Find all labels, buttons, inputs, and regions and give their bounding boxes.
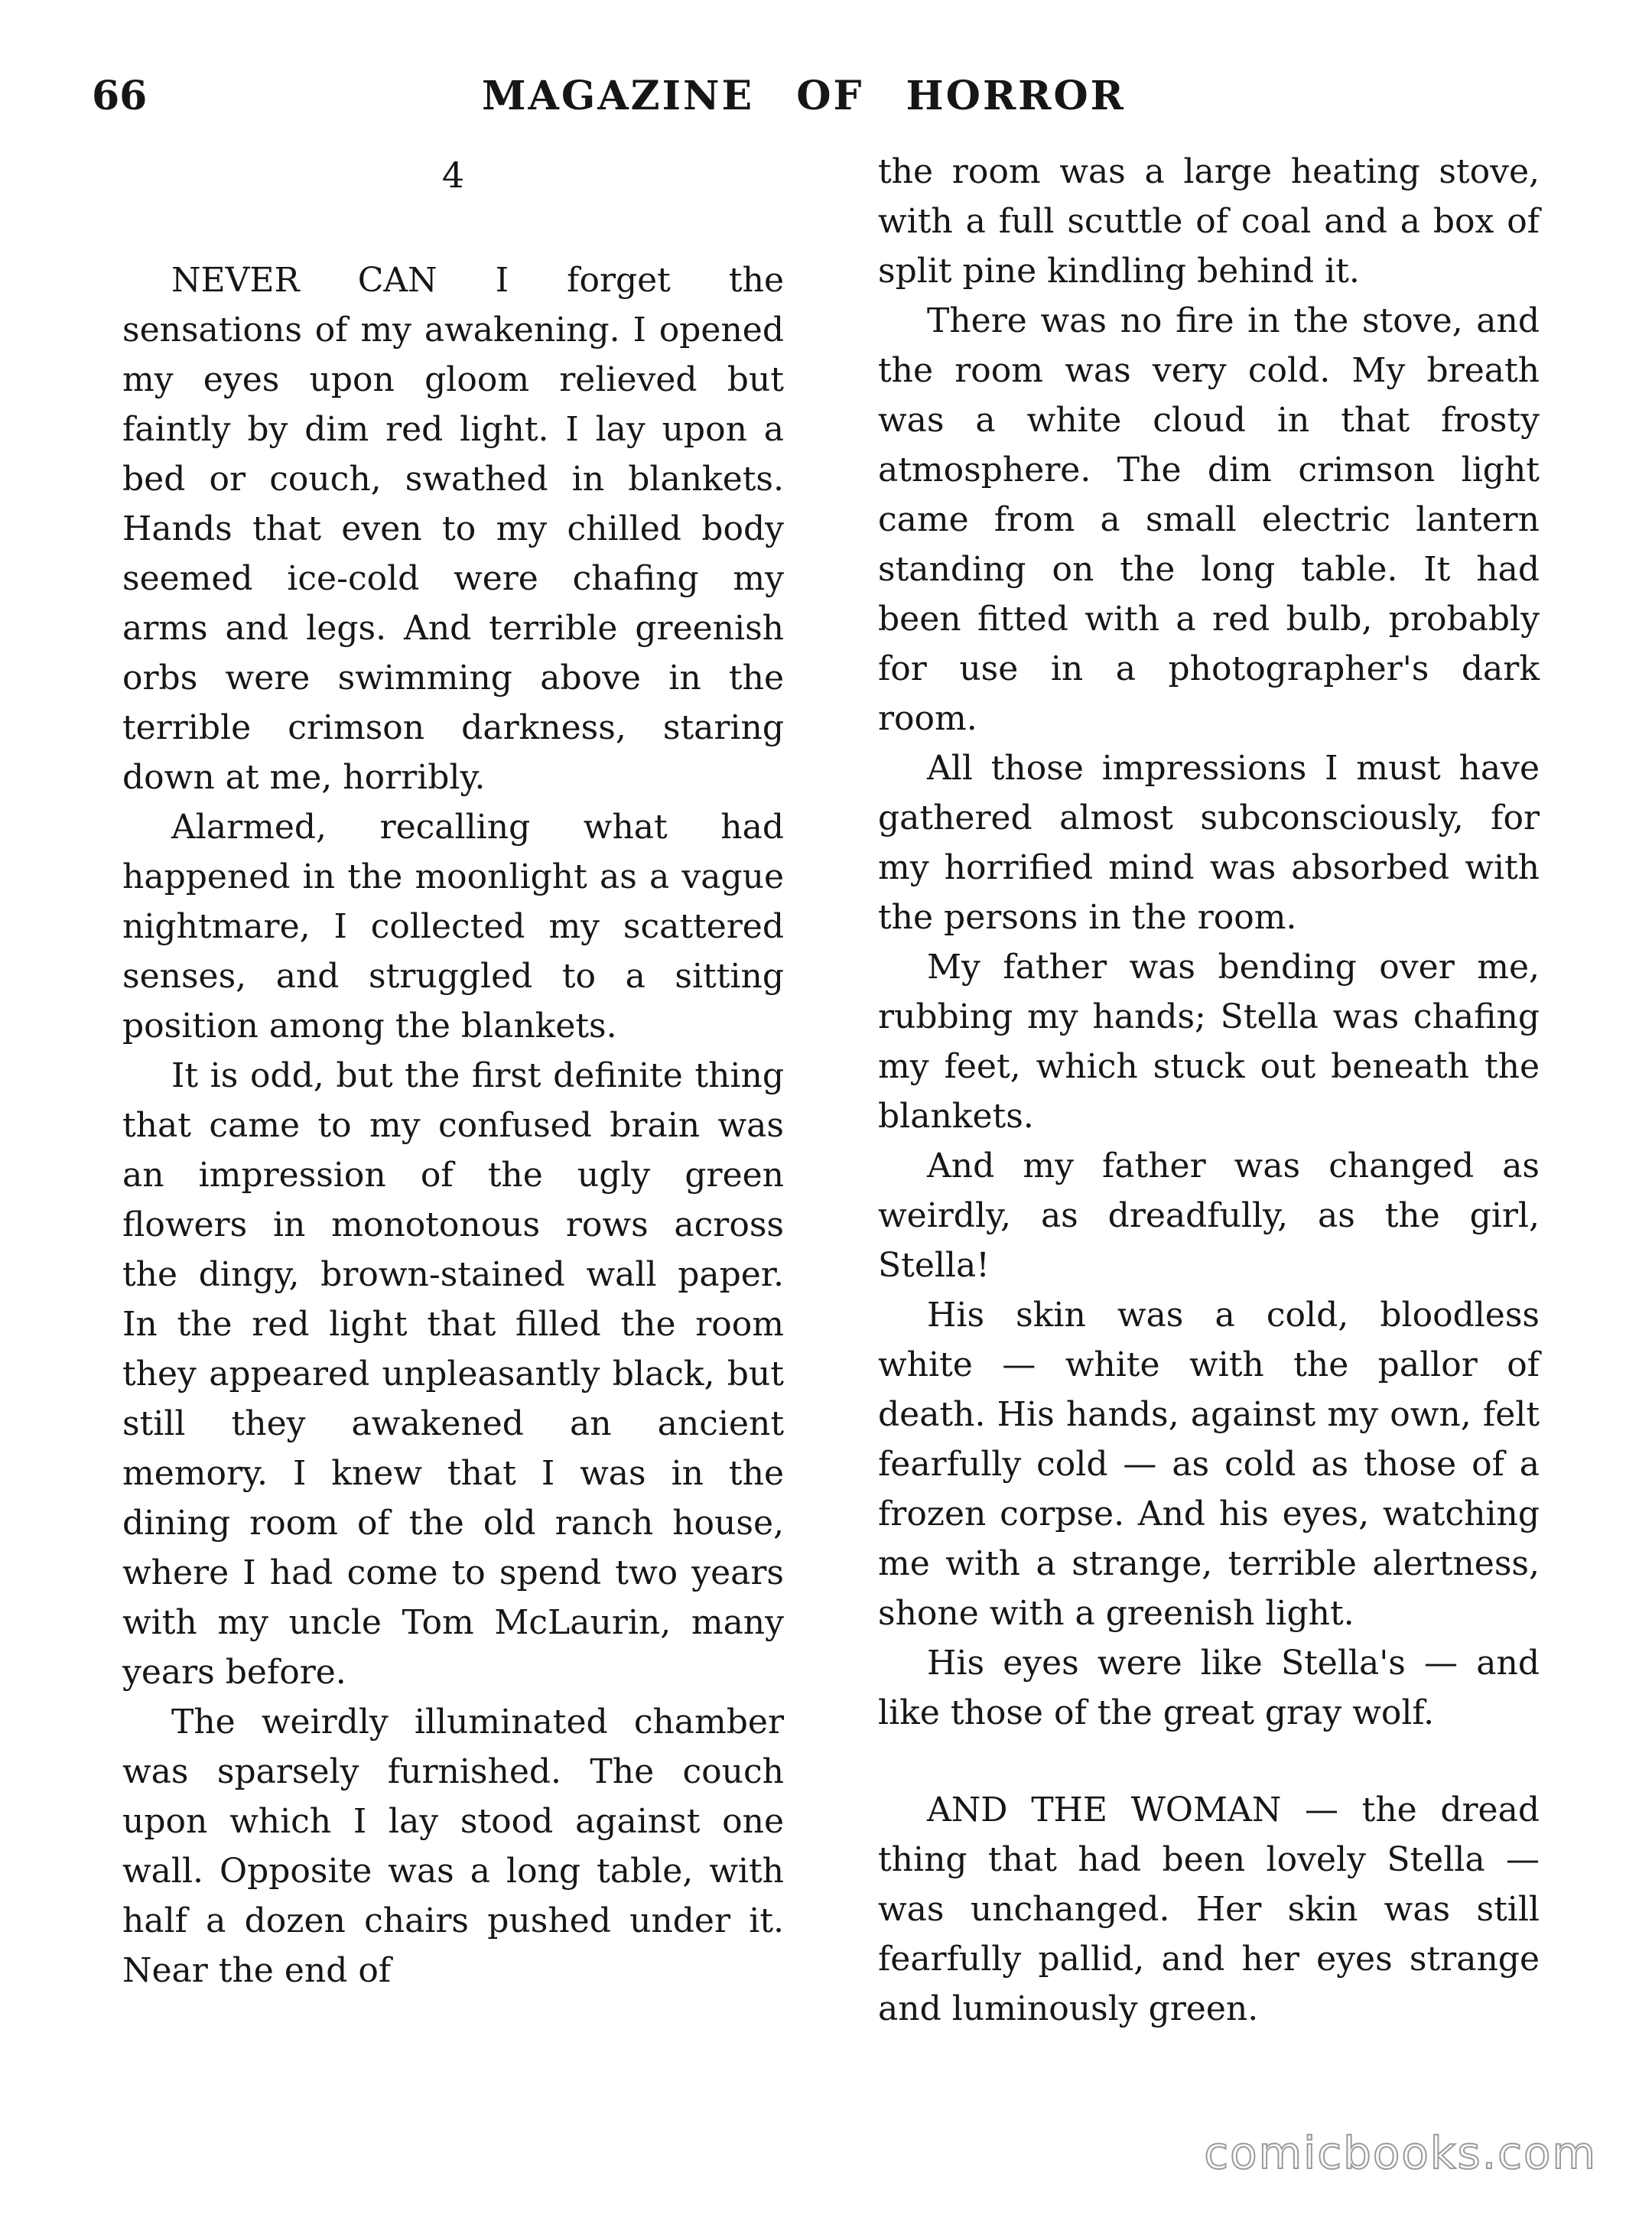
running-head: MAGAZINE OF HORROR (482, 73, 1126, 119)
paragraph: Alarmed, recalling what had happened in the moonlight as a vague nightmare, I collected my scattered senses, and struggled to a sitting position among the blankets. (122, 808, 784, 1046)
page-number: 66 (92, 73, 148, 119)
page-header (92, 73, 1560, 127)
paragraph: All those impressions I must have gathered almost subconsciously, for my horrified mind was absorbed with the persons in the room. (878, 749, 1540, 937)
paragraph: My father was bending over me, rubbing my hands; Stella was chafing my feet, which stuck out beneath the blankets. (878, 948, 1540, 1136)
section-number: 4 (441, 154, 465, 196)
paragraph: His eyes were like Stella's — and like those of the great gray wolf. (878, 1644, 1540, 1732)
paragraph-section-break: AND THE WOMAN — the dread thing that had been lovely Stella — was unchanged. Her skin was still fearfully pallid, and her eyes strange and luminously green. (878, 1790, 1540, 2028)
paragraph-continued: the room was a large heating stove, with a full scuttle of coal and a box of split pine kindling behind it. (878, 152, 1540, 291)
paragraph: The weirdly illuminated chamber was sparsely furnished. The couch upon which I lay stood against one wall. Opposite was a long table, with half a dozen chairs pushed under it. Near the end of (122, 1703, 784, 1990)
right-column (878, 147, 1540, 2034)
paragraph: His skin was a cold, bloodless white — white with the pallor of death. His hands, against my own, felt fearfully cold — as cold as those of a frozen corpse. And his eyes, watching me with a strange, terrible alertness, shone with a greenish light. (878, 1296, 1540, 1633)
left-column (122, 150, 784, 1995)
watermark: comicbooks.com (1204, 2127, 1597, 2179)
paragraph: NEVER CAN I forget the sensations of my awakening. I opened my eyes upon gloom relieved but faintly by dim red light. I lay upon a bed or couch, swathed in blankets. Hands that even to my chilled body seemed ice-cold were chafing my arms and legs. And terrible greenish orbs were swimming above in the terrible crimson darkness, staring down at me, horribly. (122, 261, 784, 797)
paragraph: It is odd, but the first definite thing that came to my confused brain was an impression of the ugly green flowers in monotonous rows across the dingy, brown-stained wall paper. In the red light that filled the room they appeared unpleasantly black, but still they awakened an ancient memory. I knew that I was in the dining room of the old ranch house, where I had come to spend two years with my uncle Tom McLaurin, many years before. (122, 1056, 784, 1692)
paragraph: There was no fire in the stove, and the room was very cold. My breath was a white cloud in that frosty atmosphere. The dim crimson light came from a small electric lantern standing on the long table. It had been fitted with a red bulb, probably for use in a photographer's dark room. (878, 301, 1540, 738)
paragraph: And my father was changed as weirdly, as dreadfully, as the girl, Stella! (878, 1146, 1540, 1285)
